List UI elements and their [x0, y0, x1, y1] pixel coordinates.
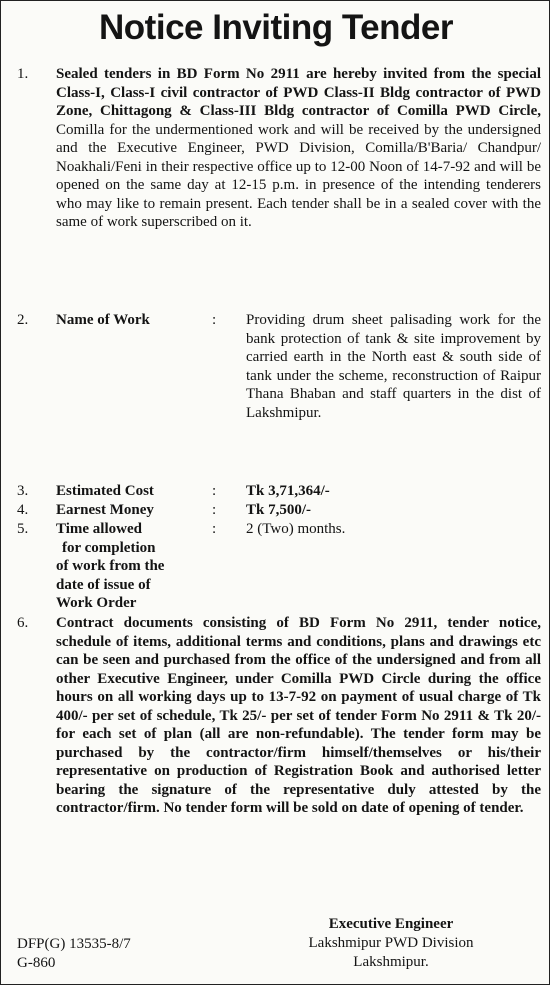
item-3-colon: :: [212, 483, 217, 499]
item-4-number: 4.: [17, 502, 29, 518]
item-1-body-text: Comilla for the undermentioned work and will be received by the undersigned and the Executive Engineer, PWD Division, Comilla/B'Baria/ Chandpur/ Noakhali/Feni in their respective office up to 12-00 Noon of 14-7-92 and will be opened on the same day at 12-15 p.m. in presence of the intending tenderers who may like to remain present. Each tender shall be in a sealed cover with the same of work superscribed on it.: [56, 121, 541, 230]
notice-title: Notice Inviting Tender: [99, 8, 453, 47]
item-4-colon: :: [212, 502, 217, 518]
item-5-label-line: Work Order: [56, 595, 137, 611]
item-5-value: 2 (Two) months.: [246, 521, 346, 537]
item-5-colon: :: [212, 521, 217, 537]
item-2-value: Providing drum sheet palisading work for the bank protection of tank & site improvement by carried earth in the North east & south side of tank under the scheme, reconstruction of Raipur Thana Bhaban and staff quarters in the dist of Lakshmipur.: [246, 312, 541, 421]
item-6-number: 6.: [17, 615, 29, 631]
dfp-reference: DFP(G) 13535-8/7: [17, 936, 131, 952]
item-5-label: [56, 520, 164, 613]
item-1-text: [56, 65, 541, 232]
item-3-label: Estimated Cost: [56, 483, 154, 499]
item-5-label-line: date of issue of: [56, 576, 151, 593]
item-1-number: 1.: [17, 66, 29, 82]
item-4-label: Earnest Money: [56, 502, 154, 518]
item-5-number: 5.: [17, 521, 29, 537]
item-2-number: 2.: [17, 312, 29, 328]
item-4-value: Tk 7,500/-: [246, 502, 312, 518]
item-2-label: Name of Work: [56, 312, 150, 328]
g-reference: G-860: [17, 955, 56, 971]
signature-office: Lakshmipur PWD Division: [308, 935, 474, 951]
item-1-bold-text: Sealed tenders in BD Form No 2911 are hereby invited from the special Class-I, Class-I civil contractor of PWD Class-II Bldg contractor of PWD Zone, Chittagong & Class-III Bldg contractor of Comilla PWD Circle,: [56, 66, 541, 119]
item-5-label-line: for completion: [62, 539, 156, 556]
signature-place: Lakshmipur.: [353, 954, 429, 970]
item-2-colon: :: [212, 312, 217, 328]
item-3-number: 3.: [17, 483, 29, 499]
item-5-label-line: of work from the: [56, 558, 165, 574]
item-5-label-line: Time allowed: [56, 521, 142, 537]
item-6-text: Contract documents consisting of BD Form No 2911, tender notice, schedule of items, additional terms and conditions, plans and drawings etc can be seen and purchased from the office of the undersigned and from all other Executive Engineer, under Comilla PWD Circle during the office hours on all working days up to 13-7-92 on payment of usual charge of Tk 400/- per set of schedule, Tk 25/- per set of tender Form No 2911 & Tk 20/- for each set of plan (all are non-refundable). The tender form may be purchased by the contractor/firm himself/themselves or his/their representative on production of Registration Book and authorised letter bearing the signature of the representative duly attested by the contractor/firm. No tender form will be sold on date of opening of tender.: [56, 615, 541, 816]
signature-title: Executive Engineer: [328, 916, 454, 932]
item-3-value: Tk 3,71,364/-: [246, 483, 330, 499]
